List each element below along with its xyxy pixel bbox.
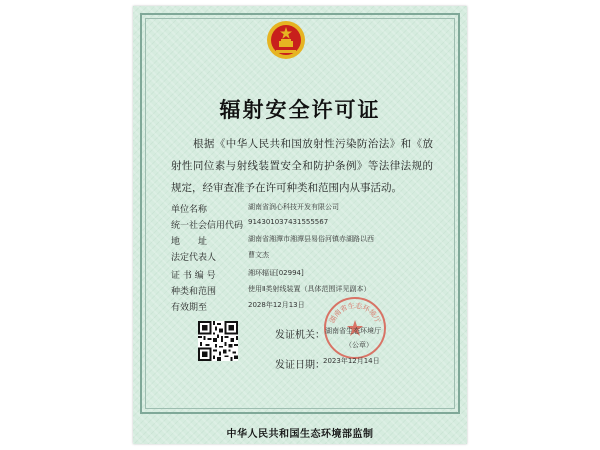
field-label: 有效期至: [171, 303, 208, 313]
certificate-intro: 根据《中华人民共和国放射性污染防治法》和《放射性同位素与射线装置安全和防护条例》等法律法规的规定，经审查准予在许可种类和范围内从事活动。: [171, 138, 433, 194]
field-label: 地 址: [171, 237, 208, 247]
certificate-title: 辐射安全许可证: [219, 97, 381, 122]
certificate: [133, 6, 467, 444]
field-value: 湘环辐证[02994]: [248, 269, 304, 277]
issue-date-label: 发证日期：: [275, 360, 325, 371]
field-label: 法定代表人: [171, 253, 217, 263]
field-value: 湖南省湘潭市湘潭县易俗河镇赤湖路以西: [248, 235, 374, 243]
certificate-footer: 中华人民共和国生态环境部监制: [226, 429, 374, 440]
field-value: 曹文杰: [248, 251, 269, 259]
field-label: 统一社会信用代码: [171, 221, 244, 231]
issuer-value: 湖南省生态环境厅: [325, 327, 381, 335]
issuer-label: 发证机关：: [275, 330, 325, 341]
field-label: 单位名称: [171, 205, 208, 215]
field-label: 证 书 编 号: [171, 271, 216, 281]
seal-text: 湖南省生态环境厅: [328, 301, 382, 325]
issue-date-value: 2023年12月14日: [323, 357, 380, 365]
field-value: 湖南省润心科技开发有限公司: [248, 203, 339, 211]
field-value: 使用Ⅱ类射线装置（具体范围详见副本）: [248, 285, 371, 293]
qr-code-icon[interactable]: [198, 321, 238, 361]
field-value: 914301037431555567: [248, 218, 329, 226]
seal-note: （公章）: [345, 341, 373, 349]
field-value: 2028年12月13日: [248, 301, 305, 309]
national-emblem-icon: [266, 20, 306, 60]
field-label: 种类和范围: [171, 287, 217, 297]
